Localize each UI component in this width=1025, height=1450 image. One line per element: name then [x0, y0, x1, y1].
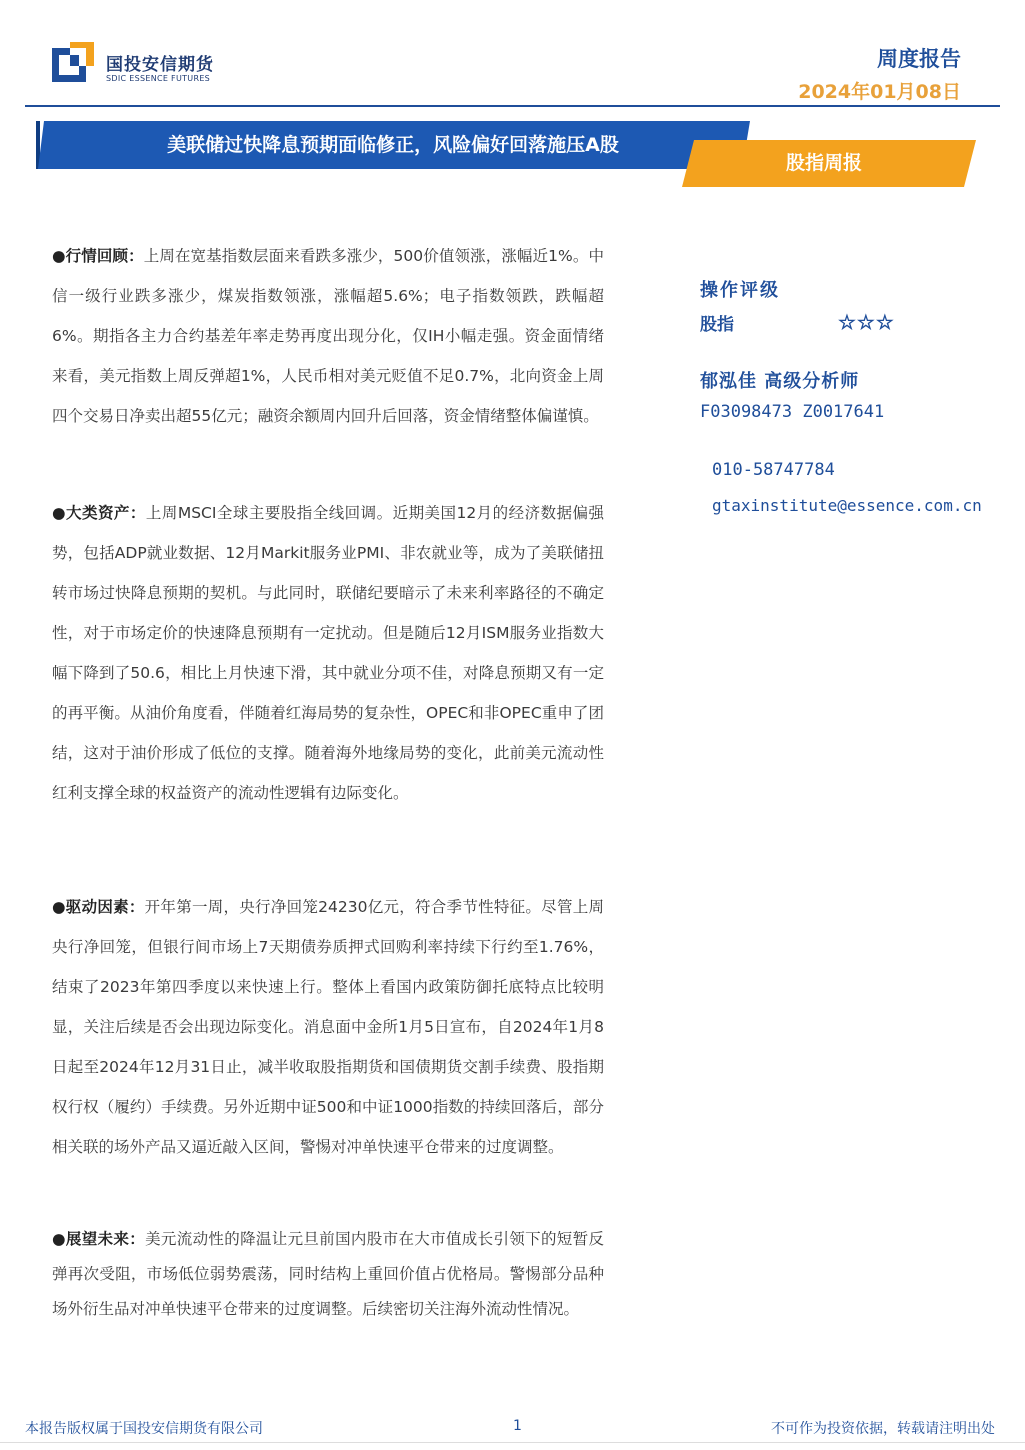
section-text: 上周MSCI全球主要股指全线回调。近期美国12月的经济数据偏强势，包括ADP就业数据、12月Markit服务业PMI、非农就业等，成为了美联储扭转市场过快降息预期的契机。与此同时，联储纪要暗示了未来利率路径的不确定性，对于市场定价的快速降息预期有一定扰动。但是随后12月ISM服务业指数大幅下降到了50.6，相比上月快速下滑，其中就业分项不佳，对降息预期又有一定的再平衡。从油价角度看，伴随着红海局势的复杂性，OPEC和非OPEC重申了团结，这对于油价形成了低位的支撑。随着海外地缘局势的变化，此前美元流动性红利支撑全球的权益资产的流动性逻辑有边际变化。 — [52, 504, 604, 802]
section-major-assets — [52, 493, 604, 813]
footer-divider — [0, 1442, 1025, 1443]
report-date: 2024年01月08日 — [798, 81, 961, 103]
category-label: 股指周报 — [785, 152, 862, 174]
section-paragraph — [52, 1222, 604, 1327]
section-lead: 大类资产： — [66, 504, 146, 522]
header-divider — [25, 105, 1000, 107]
section-lead: 展望未来： — [65, 1230, 146, 1248]
rating-subject: 股指 — [700, 315, 734, 335]
report-title: 美联储过快降息预期面临修正，风险偏好回落施压A股 — [167, 134, 619, 156]
contact-phone: 010-58747784 — [712, 460, 835, 480]
logo-mark-icon — [52, 42, 98, 84]
bullet-icon: ● — [52, 504, 66, 522]
bullet-icon: ● — [52, 247, 66, 265]
section-text: 上周在宽基指数层面来看跌多涨少，500价值领涨，涨幅近1%。中信一级行业跌多涨少，煤炭指数领涨，涨幅超5.6%；电子指数领跌，跌幅超6%。期指各主力合约基差年率走势再度出现分化，仅IH小幅走强。资金面情绪来看，美元指数上周反弹超1%，人民币相对美元贬值不足0.7%，北向资金上周四个交易日净卖出超55亿元；融资余额周内回升后回落，资金情绪整体偏谨慎。 — [52, 247, 604, 425]
section-market-review — [52, 236, 604, 436]
section-lead: 行情回顾： — [65, 247, 144, 265]
report-type: 周度报告 — [877, 47, 961, 71]
company-logo — [52, 42, 232, 90]
contact-email[interactable]: gtaxinstitute@essence.com.cn — [712, 496, 982, 515]
bullet-icon: ● — [52, 1230, 66, 1248]
star-rating-icon: ☆☆☆ — [838, 310, 895, 334]
logo-text-en: SDIC ESSENCE FUTURES — [106, 74, 211, 83]
rating-title: 操作评级 — [700, 280, 780, 301]
section-paragraph — [52, 236, 604, 436]
section-paragraph — [52, 493, 604, 813]
section-lead: 驱动因素： — [65, 898, 145, 916]
bullet-icon: ● — [52, 898, 66, 916]
section-outlook — [52, 1222, 604, 1327]
rating-row — [700, 310, 920, 335]
analyst-cert-numbers: F03098473 Z0017641 — [700, 402, 885, 422]
section-paragraph — [52, 887, 604, 1167]
section-text: 美元流动性的降温让元旦前国内股市在大市值成长引领下的短暂反弹再次受阻，市场低位弱势震荡，同时结构上重回价值占优格局。警惕部分品种场外衍生品对冲单快速平仓带来的过度调整。后续密切关注海外流动性情况。 — [52, 1230, 604, 1318]
footer-disclaimer: 不可作为投资依据，转载请注明出处 — [771, 1421, 995, 1437]
analyst-name: 郁泓佳 高级分析师 — [700, 371, 860, 392]
logo-text-cn: 国投安信期货 — [106, 55, 214, 75]
page-number: 1 — [513, 1418, 522, 1434]
section-drivers — [52, 887, 604, 1167]
section-text: 开年第一周，央行净回笼24230亿元，符合季节性特征。尽管上周央行净回笼，但银行间市场上7天期债券质押式回购利率持续下行约至1.76%，结束了2023年第四季度以来快速上行。整体上看国内政策防御托底特点比较明显，关注后续是否会出现边际变化。消息面中金所1月5日宣布，自2024年1月8日起至2024年12月31日止，减半收取股指期货和国债期货交割手续费、股指期权行权（履约）手续费。另外近期中证500和中证1000指数的持续回落后，部分相关联的场外产品又逼近敲入区间，警惕对冲单快速平仓带来的过度调整。 — [52, 898, 604, 1156]
footer-copyright: 本报告版权属于国投安信期货有限公司 — [25, 1421, 263, 1437]
